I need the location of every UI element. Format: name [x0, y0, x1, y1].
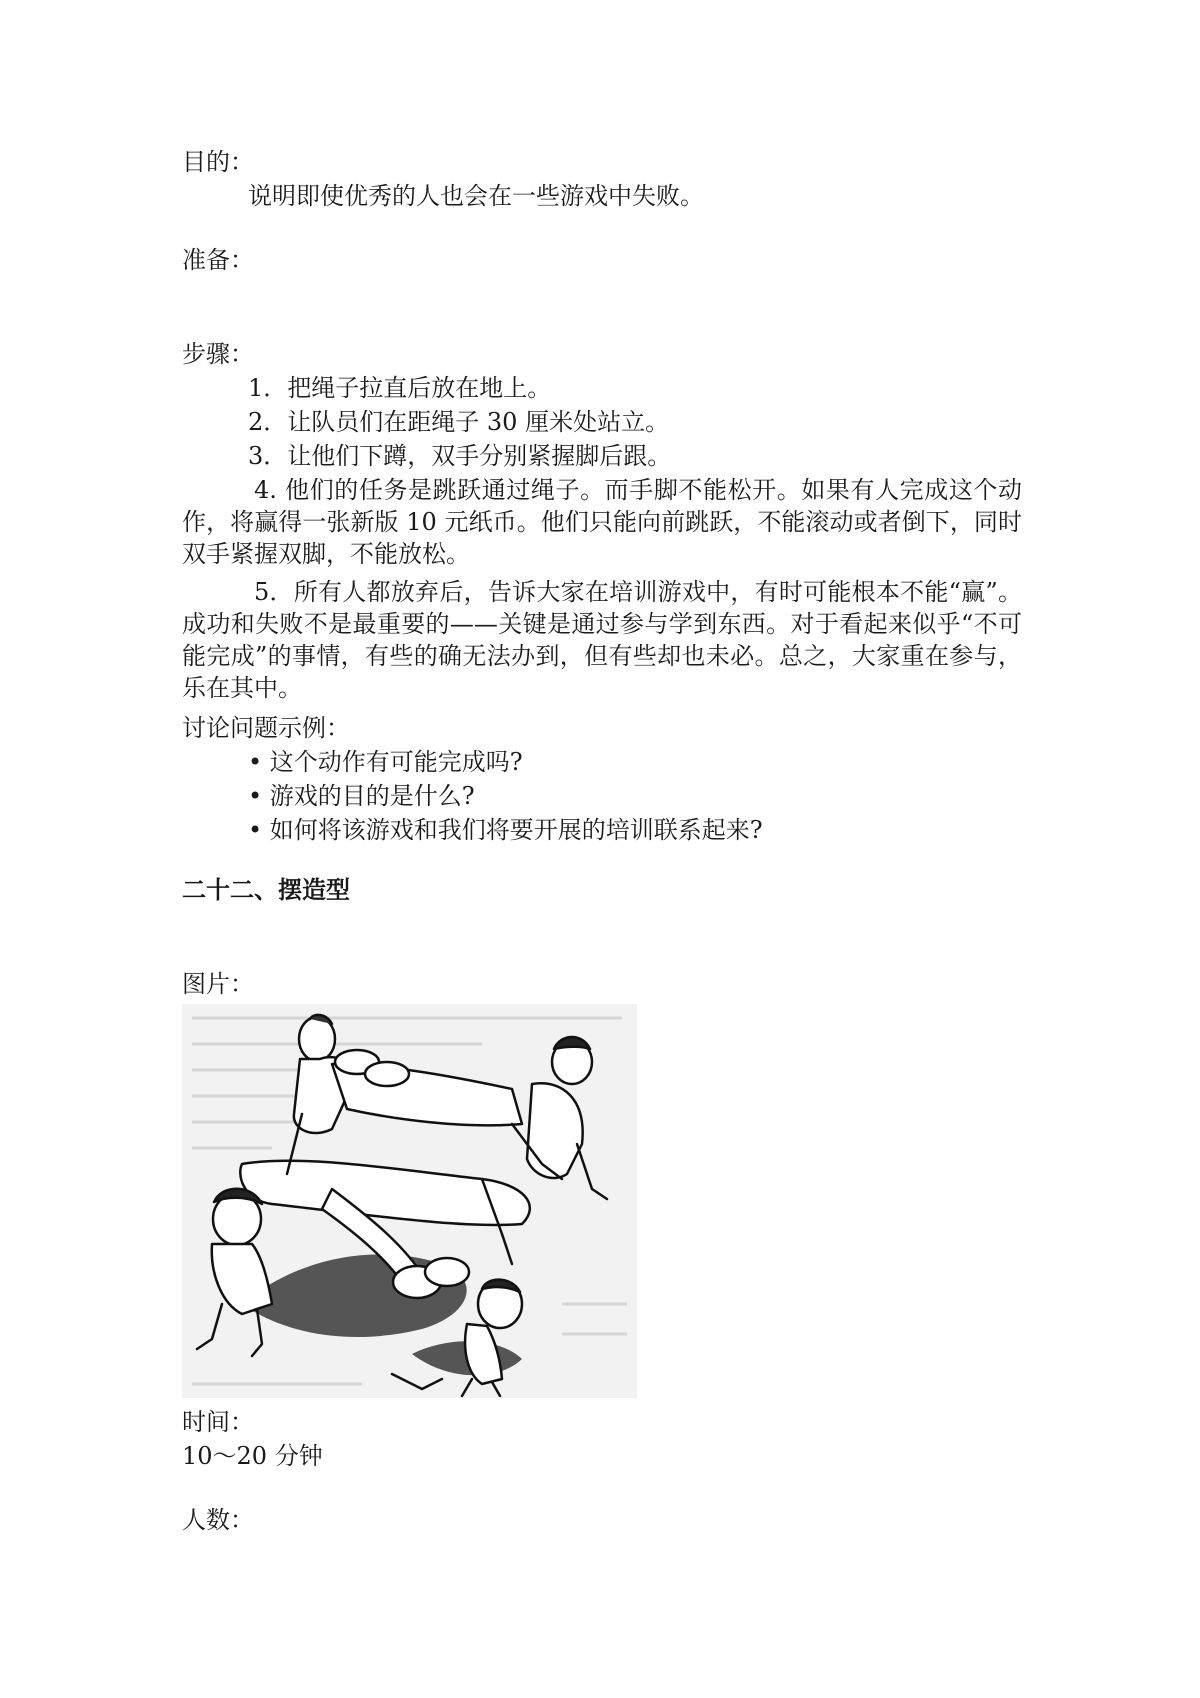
picture-label: 图片： — [182, 970, 254, 998]
time-label: 时间： — [182, 1408, 254, 1436]
discussion-question-2: • 游戏的目的是什么? — [248, 782, 475, 810]
people-label: 人数： — [182, 1506, 254, 1534]
discussion-label: 讨论问题示例： — [182, 714, 350, 742]
steps-label: 步骤： — [182, 340, 254, 368]
discussion-question-1: • 这个动作有可能完成吗? — [248, 748, 523, 776]
time-value: 10～20 分钟 — [182, 1442, 323, 1470]
purpose-label: 目的： — [182, 148, 254, 176]
step-item-5: 5．所有人都放弃后，告诉大家在培训游戏中，有时可能根本不能“赢”。成功和失败不是最重要的——关键是通过参与学到东西。对于看起来似乎“不可能完成”的事情，有些的确无法办到，但有些却也未必。总之，大家重在参与，乐在其中。 — [182, 578, 1022, 702]
step-item-1: 1．把绳子拉直后放在地上。 — [248, 374, 552, 402]
illustration-human-pyramid — [182, 1004, 637, 1398]
discussion-question-3: • 如何将该游戏和我们将要开展的培训联系起来? — [248, 816, 763, 844]
step-item-3: 3．让他们下蹲，双手分别紧握脚后跟。 — [248, 442, 672, 470]
purpose-text: 说明即使优秀的人也会在一些游戏中失败。 — [248, 182, 704, 210]
human-pyramid-drawing — [182, 1004, 637, 1398]
section-title: 二十二、摆造型 — [182, 876, 350, 904]
step-item-2: 2．让队员们在距绳子 30 厘米处站立。 — [248, 408, 670, 436]
preparation-label: 准备： — [182, 246, 254, 274]
step-item-4: 4. 他们的任务是跳跃通过绳子。而手脚不能松开。如果有人完成这个动作，将赢得一张新版 10 元纸币。他们只能向前跳跃，不能滚动或者倒下，同时双手紧握双脚，不能放松。 — [182, 476, 1022, 568]
